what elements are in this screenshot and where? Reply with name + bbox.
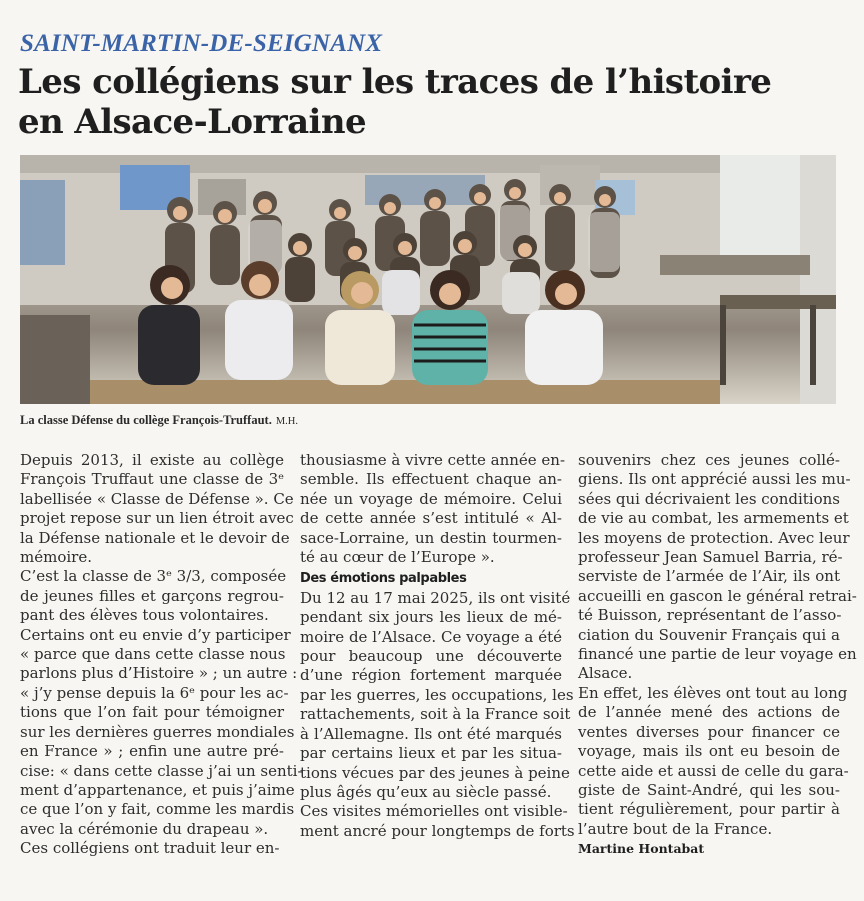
article-line: la Défense nationale et le devoir de — [20, 528, 290, 547]
article-column-2 — [300, 451, 575, 841]
article-line: té Buisson, représentant de l’asso- — [578, 606, 842, 625]
article-line: tient régulièrement, pour partir à — [578, 800, 840, 819]
article-line: de cette année s’est intitulé « Al- — [300, 509, 562, 528]
caption-text: La classe Défense du collège François-Truffaut. — [20, 413, 272, 427]
article-line: souvenirs chez ces jeunes collé- — [578, 451, 840, 469]
article-line: en France » ; enfin une autre pré- — [20, 742, 284, 761]
article-line: thousiasme à vivre cette année en- — [300, 451, 566, 469]
photo-credit: M.H. — [275, 416, 298, 427]
article-line: ment ancré pour longtemps de forts — [300, 821, 575, 840]
article-line: té au cœur de l’Europe ». — [300, 548, 495, 567]
article-line: par certains lieux et par les situa- — [300, 744, 562, 763]
article-line: par les guerres, les occupations, les — [300, 685, 574, 704]
article-line: Ces visites mémorielles ont visible- — [300, 802, 568, 821]
article-column-1 — [20, 451, 303, 859]
article-line: parlons plus d’Histoire » ; un autre : — [20, 664, 298, 683]
article-line: semble. Ils effectuent chaque an- — [300, 470, 562, 489]
class-photo — [20, 155, 836, 404]
article-line: pant des élèves tous volontaires. — [20, 606, 269, 625]
class-photo-illustration — [20, 155, 836, 404]
article-headline — [18, 62, 848, 142]
article-line: C’est la classe de 3ᵉ 3/3, composée — [20, 567, 287, 586]
article-line: Ces collégiens ont traduit leur en- — [20, 839, 280, 858]
headline-line: Les collégiens sur les traces de l’histoire — [18, 62, 772, 102]
article-line: de vie au combat, les armements et — [578, 509, 849, 528]
article-line: « parce que dans cette classe nous — [20, 645, 286, 664]
article-line: mémoire. — [20, 548, 92, 567]
article-line: cette aide et aussi de celle du gara- — [578, 761, 849, 780]
article-line: En effet, les élèves ont tout au long — [578, 683, 848, 702]
article-line: professeur Jean Samuel Barria, ré- — [578, 548, 843, 567]
article-line: Du 12 au 17 mai 2025, ils ont visité — [300, 588, 571, 607]
article-line: projet repose sur un lien étroit avec — [20, 509, 294, 528]
article-line: sur les dernières guerres mondiales — [20, 722, 295, 741]
article-line: de l’année mené des actions de — [578, 703, 840, 722]
article-line: Alsace. — [578, 664, 633, 683]
article-line: financé une partie de leur voyage en — [578, 645, 857, 664]
article-line: tions vécues par des jeunes à peine — [300, 763, 570, 782]
article-line: giens. Ils ont apprécié aussi les mu- — [578, 470, 851, 489]
article-line: sace-Lorraine, un destin tourmen- — [300, 528, 562, 547]
article-line: tions que l’on fait pour témoigner — [20, 703, 284, 722]
article-line: l’autre bout de la France. — [578, 819, 773, 838]
article-line: plus âgés qu’eux au siècle passé. — [300, 782, 552, 801]
article-author: Martine Hontabat — [578, 841, 705, 857]
article-line: de jeunes filles et garçons regrou- — [20, 586, 284, 605]
article-line: moire de l’Alsace. Ce voyage a été — [300, 627, 562, 646]
article-column-3 — [578, 451, 857, 859]
photo-caption — [20, 413, 840, 428]
location-kicker: SAINT-MARTIN-DE-SEIGNANX — [20, 30, 383, 57]
section-subheading: Des émotions palpables — [300, 571, 467, 587]
article-line: rattachements, soit à la France soit — [300, 705, 571, 724]
article-line: sées qui décrivaient les conditions — [578, 489, 840, 508]
article-line: d’une région fortement marquée — [300, 666, 562, 685]
article-line: ventes diverses pour financer ce — [578, 722, 840, 741]
article-line: pour beaucoup une découverte — [300, 647, 562, 666]
article-line: giste de Saint-André, qui les sou- — [578, 780, 840, 799]
article-line: Depuis 2013, il existe au collège — [20, 451, 284, 469]
article-line: cise: « dans cette classe j’ai un senti- — [20, 761, 303, 780]
article-line: voyage, mais ils ont eu besoin de — [578, 742, 840, 761]
article-line: née un voyage de mémoire. Celui — [300, 489, 562, 508]
article-line: « j’y pense depuis la 6ᵉ pour les ac- — [20, 683, 289, 702]
article-line: François Truffaut une classe de 3ᵉ — [20, 470, 284, 489]
article-line: ment d’appartenance, et puis j’aime — [20, 780, 295, 799]
article-line: Certains ont eu envie d’y participer — [20, 625, 291, 644]
article-line: serviste de l’armée de l’Air, ils ont — [578, 567, 840, 586]
article-line: pendant six jours les lieux de mé- — [300, 608, 562, 627]
article-line: labellisée « Classe de Défense ». Ce — [20, 489, 294, 508]
article-line: ce que l’on y fait, comme les mardis — [20, 800, 295, 819]
article-line: ciation du Souvenir Français qui a — [578, 625, 840, 644]
article-line: avec la cérémonie du drapeau ». — [20, 819, 269, 838]
headline-line: en Alsace-Lorraine — [18, 102, 367, 142]
article-line: les moyens de protection. Avec leur — [578, 528, 850, 547]
article-line: à l’Allemagne. Ils ont été marqués — [300, 724, 562, 743]
article-line: accueilli en gascon le général retrai- — [578, 586, 857, 605]
